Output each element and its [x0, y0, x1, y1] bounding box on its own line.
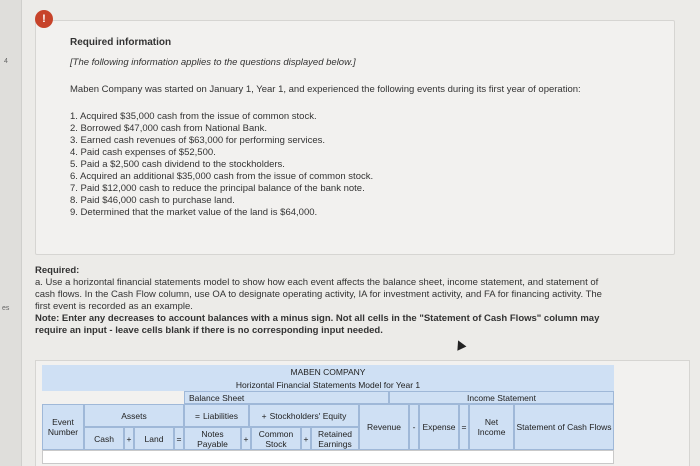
info-title: Required information	[70, 37, 172, 48]
required-instructions	[35, 265, 695, 337]
income-statement-header: Income Statement	[389, 391, 614, 404]
land-header: Land	[134, 427, 174, 450]
required-text-line: a. Use a horizontal financial statements model to show how each event affects the balance sheet, income statement, and statement of	[35, 277, 599, 288]
cash-flows-header: Statement of Cash Flows	[514, 404, 614, 450]
stockholders-equity-label: Stockholders' Equity	[269, 410, 347, 421]
event-item: 3. Earned cash revenues of $63,000 for performing services.	[70, 135, 326, 146]
event-item: 7. Paid $12,000 cash to reduce the principal balance of the bank note.	[70, 183, 365, 194]
notes-payable-header: Notes Payable	[184, 427, 241, 450]
equals-operator: =	[459, 404, 469, 450]
required-note-line: Note: Enter any decreases to account balances with a minus sign. Not all cells in the "Statement of Cash Flows" column may	[35, 313, 600, 324]
net-income-header: Net Income	[469, 404, 514, 450]
liabilities-label: Liabilities	[203, 410, 238, 421]
left-sidebar-edge	[0, 0, 22, 466]
retained-earnings-header: Retained Earnings	[311, 427, 359, 450]
event-number-header: Event Number	[42, 404, 84, 450]
plus-operator: +	[261, 410, 267, 421]
event-item: 6. Acquired an additional $35,000 cash from the issue of common stock.	[70, 171, 374, 182]
edge-label-mid: es	[2, 305, 10, 312]
info-subtitle: [The following information applies to the questions displayed below.]	[70, 57, 356, 68]
plus-operator: +	[124, 427, 134, 450]
minus-operator: -	[409, 404, 419, 450]
common-stock-header: Common Stock	[251, 427, 301, 450]
required-text-line: first event is recorded as an example.	[35, 301, 193, 312]
balance-sheet-header: Balance Sheet	[184, 391, 389, 404]
equals-operator: =	[195, 410, 200, 421]
required-information-card	[35, 20, 675, 255]
table-row	[42, 450, 614, 464]
liabilities-header	[184, 404, 249, 427]
expense-header: Expense	[419, 404, 459, 450]
mouse-cursor-icon	[454, 338, 467, 350]
event-item: 8. Paid $46,000 cash to purchase land.	[70, 195, 235, 206]
event-item: 5. Paid a $2,500 cash dividend to the stockholders.	[70, 159, 285, 170]
event-item: 2. Borrowed $47,000 cash from National Bank.	[70, 123, 267, 134]
required-heading: Required:	[35, 265, 80, 276]
table-model-title: Horizontal Financial Statements Model for Year 1	[42, 378, 614, 391]
assets-header: Assets	[84, 404, 184, 427]
required-text-line: cash flows. In the Cash Flow column, use OA to designate operating activity, IA for investment activity, and FA for financing activity. The	[35, 289, 602, 300]
event-item: 1. Acquired $35,000 cash from the issue of common stock.	[70, 111, 317, 122]
required-note-line: require an input - leave cells blank if there is no corresponding input needed.	[35, 325, 383, 336]
event-item: 4. Paid cash expenses of $52,500.	[70, 147, 216, 158]
equals-operator: =	[174, 427, 184, 450]
stockholders-equity-header	[249, 404, 359, 427]
alert-icon: !	[35, 10, 53, 28]
plus-operator: +	[301, 427, 311, 450]
edge-label-top: 4	[4, 58, 8, 65]
plus-operator: +	[241, 427, 251, 450]
revenue-header: Revenue	[359, 404, 409, 450]
financial-model-table	[35, 360, 690, 466]
event-item: 9. Determined that the market value of the land is $64,000.	[70, 207, 318, 218]
cash-header: Cash	[84, 427, 124, 450]
info-intro: Maben Company was started on January 1, Year 1, and experienced the following events during its first year of operation:	[70, 84, 581, 95]
table-company-header: MABEN COMPANY	[42, 365, 614, 378]
event-list	[70, 111, 373, 219]
